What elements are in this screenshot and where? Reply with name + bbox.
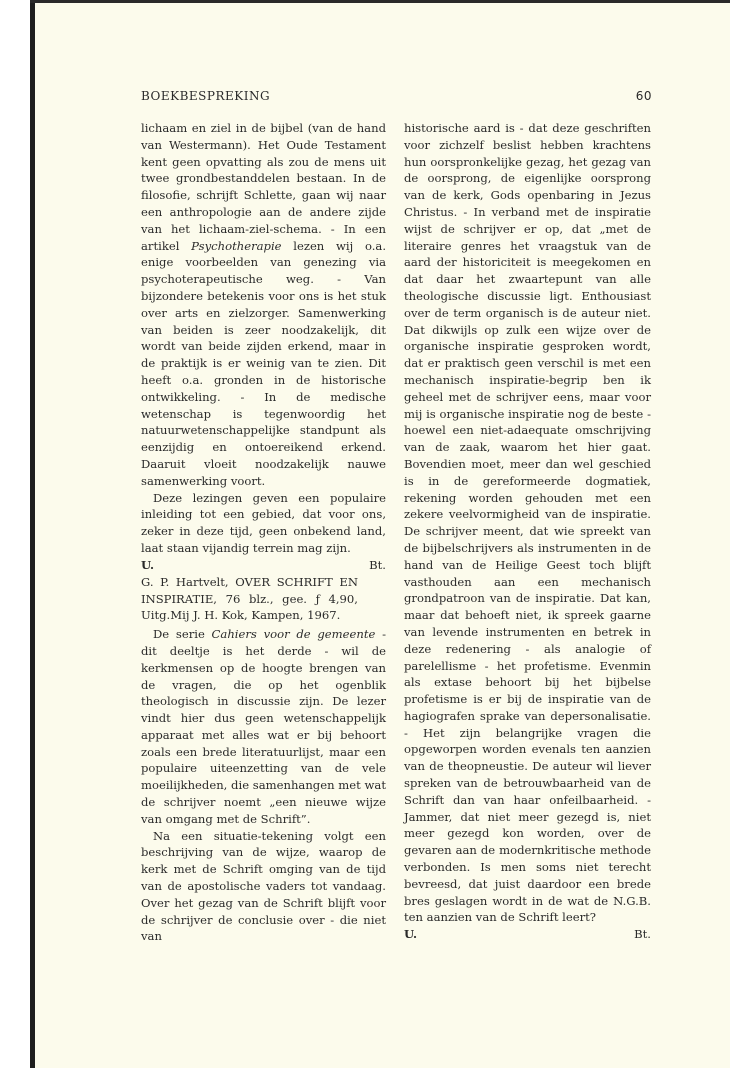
left-column xyxy=(141,120,386,945)
reviewer-signature xyxy=(141,557,386,574)
signature-initial: U. xyxy=(404,927,418,942)
running-header xyxy=(141,89,654,107)
signature-reviewer: Bt. xyxy=(634,927,651,942)
header-title: BOEKBESPREKING xyxy=(141,89,271,103)
signature-initial: U. xyxy=(141,557,155,572)
review-paragraph: Na een situatie-tekening volgt een beschrijving van de wijze, waarop de kerk met de Schrift omging van de tijd van de apostolische vaders tot vandaag. Over het gezag van de Schrift blijft voor de schrijver de conclusie over - die niet van xyxy=(141,828,386,944)
scan-edge-top xyxy=(30,0,730,3)
review-paragraph: Deze lezingen geven een populaire inleiding tot een gebied, dat voor ons, zeker in deze tijd, geen onbekend land, laat staan vijandig terrein mag zijn. xyxy=(141,490,386,555)
signature-reviewer: Bt. xyxy=(369,557,386,572)
emphasis-series: Cahiers voor de gemeente xyxy=(211,627,376,642)
page-number: 60 xyxy=(635,89,652,103)
emphasis-title: Psychotherapie xyxy=(191,238,282,253)
scan-edge-left xyxy=(30,0,35,1068)
book-citation: G. P. Hartvelt, OVER SCHRIFT EN INSPIRATIE, 76 blz., gee. ƒ 4,90, Uitg.Mij J. H. Kok, Kampen, 1967. xyxy=(141,574,358,623)
review-paragraph: lichaam en ziel in de bijbel (van de hand van Westermann). Het Oude Testament kent geen opvatting als zou de mens uit twee grondbestanddelen bestaan. In de filosofie, schrijft Schlette, gaan wij naar een anthropologie aan de andere zijde van het lichaam-ziel-schema. - In een artikel Psychotherapie lezen wij o.a. enige voorbeelden van genezing via psychoterapeutische weg. - Van bijzondere betekenis voor ons is het stuk over arts en zielzorger. Samenwerking van beiden is zeer noodzakelijk, dit wordt van beide zijden erkend, maar in de praktijk is er weinig van te zien. Dit heeft o.a. gronden in de historische ontwikkeling. - In de medische wetenschap is tegenwoordig het natuurwetenschappelijke standpunt als eenzijdig en ontoereikend erkend. Daaruit vloeit noodzakelijk nauwe samenwerking voort. xyxy=(141,121,387,488)
right-column xyxy=(404,120,651,943)
reviewer-signature xyxy=(404,926,651,943)
review-paragraph: De serie Cahiers voor de gemeente - dit deeltje is het derde - wil de kerkmensen op de hoogte brengen van de vragen, die op het ogenblik theologisch in discussie zijn. De lezer vindt hier dus geen wetenschappelijk apparaat met alles wat er bij behoort zoals een brede literatuurlijst, maar een populaire uiteenzetting van de vele moeilijkheden, die samenhangen met wat de schrijver noemt „een nieuwe wijze van omgang met de Schrift”. xyxy=(141,627,387,826)
review-paragraph: historische aard is - dat deze geschriften voor zichzelf beslist hebben krachtens hun oorspronkelijke gezag, het gezag van de oorsprong, de eigenlijke oorsprong van de kerk, Gods openbaring in Jezus Christus. - In verband met de inspiratie wijst de schrijver er op, dat „met de literaire genres het vraagstuk van de aard der historiciteit is meegekomen en dat daar het zwaartepunt van alle theologische discussie ligt. Enthousiast over de term organisch is de auteur niet. Dat dikwijls op zulk een wijze over de organische inspiratie gesproken wordt, dat er praktisch geen verschil is met een mechanisch inspiratie-begrip ben ik geheel met de schrijver eens, maar voor mij is organische inspiratie nog de beste - hoewel een niet-adaequate omschrijving van de zaak, waarom het hier gaat. Bovendien moet, meer dan wel geschied is in de gereformeerde dogmatiek, rekening worden gehouden met een zekere veelvormigheid van de inspiratie. De schrijver meent, dat wie spreekt van de bijbelschrijvers als instrumenten in de hand van de Heilige Geest toch blijft vasthouden aan een mechanisch grondpatroon van de inspiratie. Dat kan, maar dat behoeft niet, ik spreek gaarne van levende instrumenten en betrek in deze redenering - als analogie of parelellisme - het profetisme. Evenmin als extase behoort bij het bijbelse profetisme is er bij de inspiratie van de hagiografen sprake van depersonalisatie. - Het zijn belangrijke vragen die opgeworpen worden evenals ten aanzien van de theopneustie. De auteur wil liever spreken van de betrouwbaarheid van de Schrift dan van haar onfeilbaarheid. - Jammer, dat niet meer gezegd is, niet meer gezegd kon worden, over de gevaren aan de modernkritische methode verbonden. Is men soms niet terecht bevreesd, dat juist daardoor een brede bres geslagen wordt in de wat de N.G.B. ten aanzien van de Schrift leert? xyxy=(404,121,651,925)
